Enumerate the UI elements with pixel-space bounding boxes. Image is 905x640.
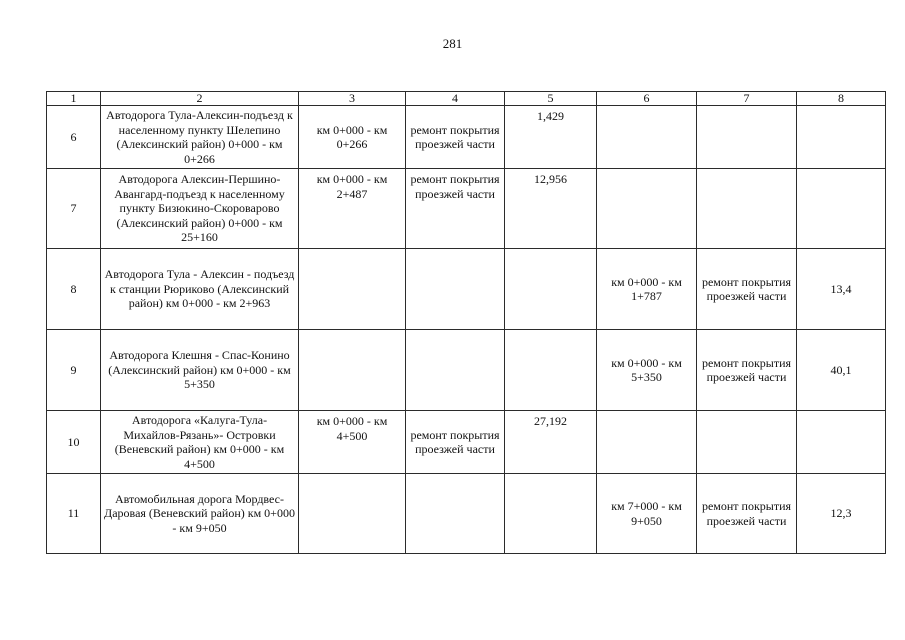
column-header: 2 bbox=[101, 92, 299, 106]
row-number: 6 bbox=[47, 106, 101, 169]
road-repair-table bbox=[46, 91, 886, 554]
row-number: 8 bbox=[47, 249, 101, 330]
value-2 bbox=[797, 169, 886, 249]
road-name: Автодорога «Калуга-Тула-Михайлов-Рязань»- Островки (Веневский район) км 0+000 - км 4+500 bbox=[101, 411, 299, 474]
row-number: 10 bbox=[47, 411, 101, 474]
value-2: 12,3 bbox=[797, 474, 886, 554]
km-range-2: км 0+000 - км 1+787 bbox=[597, 249, 697, 330]
km-range: км 0+000 - км 4+500 bbox=[299, 411, 406, 474]
row-number: 11 bbox=[47, 474, 101, 554]
value: 12,956 bbox=[505, 169, 597, 249]
road-name: Автодорога Тула - Алексин - подъезд к станции Рюриково (Алексинский район) км 0+000 - км 2+963 bbox=[101, 249, 299, 330]
km-range: км 0+000 - км 2+487 bbox=[299, 169, 406, 249]
value bbox=[505, 249, 597, 330]
column-header: 4 bbox=[406, 92, 505, 106]
km-range bbox=[299, 330, 406, 411]
km-range-2 bbox=[597, 411, 697, 474]
work-type bbox=[406, 249, 505, 330]
work-type: ремонт покрытия проезжей части bbox=[406, 411, 505, 474]
column-header: 1 bbox=[47, 92, 101, 106]
table-row bbox=[47, 249, 886, 330]
value-2: 40,1 bbox=[797, 330, 886, 411]
work-type: ремонт покрытия проезжей части bbox=[406, 169, 505, 249]
table-row bbox=[47, 169, 886, 249]
road-name: Автодорога Клешня - Спас-Конино (Алексинский район) км 0+000 - км 5+350 bbox=[101, 330, 299, 411]
value-2 bbox=[797, 411, 886, 474]
column-header: 3 bbox=[299, 92, 406, 106]
work-type bbox=[406, 330, 505, 411]
header-row bbox=[47, 92, 886, 106]
value-2 bbox=[797, 106, 886, 169]
column-header: 8 bbox=[797, 92, 886, 106]
km-range: км 0+000 - км 0+266 bbox=[299, 106, 406, 169]
row-number: 7 bbox=[47, 169, 101, 249]
table-row bbox=[47, 411, 886, 474]
value-2: 13,4 bbox=[797, 249, 886, 330]
table-row bbox=[47, 474, 886, 554]
work-type-2 bbox=[697, 169, 797, 249]
road-name: Автомобильная дорога Мордвес-Даровая (Веневский район) км 0+000 - км 9+050 bbox=[101, 474, 299, 554]
work-type bbox=[406, 474, 505, 554]
work-type-2: ремонт покрытия проезжей части bbox=[697, 474, 797, 554]
column-header: 5 bbox=[505, 92, 597, 106]
value: 27,192 bbox=[505, 411, 597, 474]
km-range bbox=[299, 474, 406, 554]
km-range bbox=[299, 249, 406, 330]
table-row bbox=[47, 106, 886, 169]
work-type-2 bbox=[697, 106, 797, 169]
row-number: 9 bbox=[47, 330, 101, 411]
value bbox=[505, 474, 597, 554]
value bbox=[505, 330, 597, 411]
work-type-2: ремонт покрытия проезжей части bbox=[697, 249, 797, 330]
work-type-2: ремонт покрытия проезжей части bbox=[697, 330, 797, 411]
km-range-2 bbox=[597, 106, 697, 169]
work-type-2 bbox=[697, 411, 797, 474]
road-name: Автодорога Тула-Алексин-подъезд к населенному пункту Шелепино (Алексинский район) 0+000 - км 0+266 bbox=[101, 106, 299, 169]
km-range-2 bbox=[597, 169, 697, 249]
page-number: 281 bbox=[442, 36, 463, 51]
work-type: ремонт покрытия проезжей части bbox=[406, 106, 505, 169]
value: 1,429 bbox=[505, 106, 597, 169]
column-header: 6 bbox=[597, 92, 697, 106]
road-name: Автодорога Алексин-Першино-Авангард-подъезд к населенному пункту Бизюкино-Скороварово (Алексинский район) 0+000 - км 25+160 bbox=[101, 169, 299, 249]
table-row bbox=[47, 330, 886, 411]
column-header: 7 bbox=[697, 92, 797, 106]
km-range-2: км 7+000 - км 9+050 bbox=[597, 474, 697, 554]
km-range-2: км 0+000 - км 5+350 bbox=[597, 330, 697, 411]
